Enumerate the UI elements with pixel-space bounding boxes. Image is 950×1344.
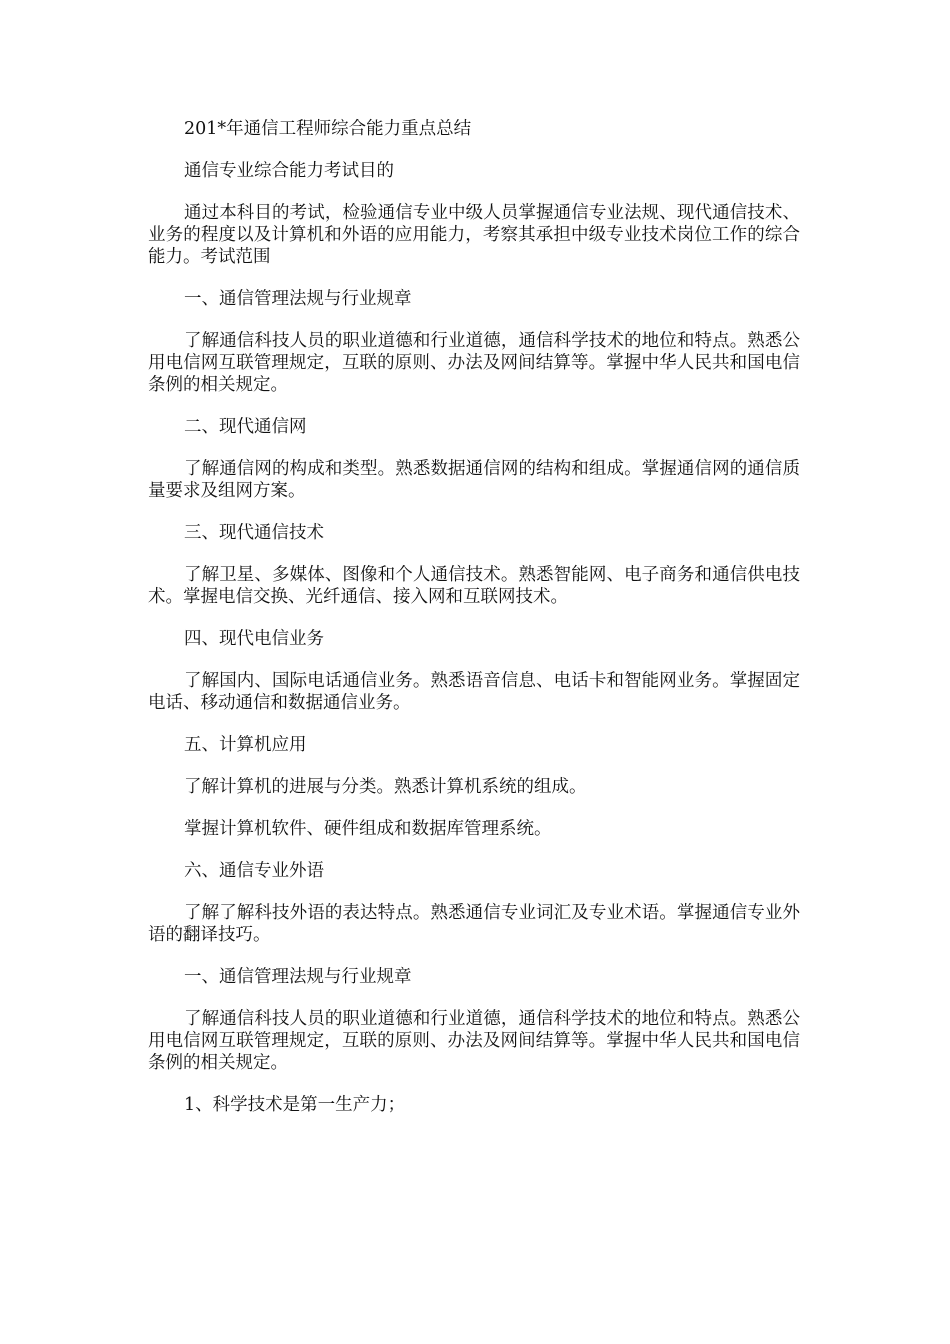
paragraph-modern-technology: 了解卫星、多媒体、图像和个人通信技术。熟悉智能网、电子商务和通信供电技术。掌握电信交换、光纤通信、接入网和互联网技术。: [148, 565, 800, 607]
section-heading-regulations-repeat: 一、通信管理法规与行业规章: [184, 967, 412, 987]
document-page: [148, 118, 800, 1136]
section-heading-modern-technology: 三、现代通信技术: [184, 523, 324, 543]
paragraph-modern-network: 了解通信网的构成和类型。熟悉数据通信网的结构和组成。掌握通信网的通信质量要求及组网方案。: [148, 459, 800, 501]
paragraph-exam-purpose: 通过本科目的考试，检验通信专业中级人员掌握通信专业法规、现代通信技术、业务的程度以及计算机和外语的应用能力，考察其承担中级专业技术岗位工作的综合能力。考试范围: [148, 203, 800, 267]
section-heading-computer-application: 五、计算机应用: [184, 735, 307, 755]
paragraph-computer-application-1: 了解计算机的进展与分类。熟悉计算机系统的组成。: [184, 777, 587, 797]
section-heading-telecom-services: 四、现代电信业务: [184, 629, 324, 649]
list-item-1: 1、科学技术是第一生产力；: [184, 1095, 406, 1115]
section-heading-modern-network: 二、现代通信网: [184, 417, 307, 437]
section-heading-foreign-language: 六、通信专业外语: [184, 861, 324, 881]
paragraph-telecom-services: 了解国内、国际电话通信业务。熟悉语音信息、电话卡和智能网业务。掌握固定电话、移动通信和数据通信业务。: [148, 671, 800, 713]
paragraph-foreign-language: 了解了解科技外语的表达特点。熟悉通信专业词汇及专业术语。掌握通信专业外语的翻译技巧。: [148, 903, 800, 945]
paragraph-regulations: 了解通信科技人员的职业道德和行业道德，通信科学技术的地位和特点。熟悉公用电信网互联管理规定，互联的原则、办法及网间结算等。掌握中华人民共和国电信条例的相关规定。: [148, 331, 800, 395]
paragraph-exam-purpose-heading: 通信专业综合能力考试目的: [184, 161, 394, 181]
section-heading-regulations: 一、通信管理法规与行业规章: [184, 289, 412, 309]
document-title: 201*年通信工程师综合能力重点总结: [184, 119, 472, 139]
paragraph-regulations-repeat: 了解通信科技人员的职业道德和行业道德，通信科学技术的地位和特点。熟悉公用电信网互联管理规定，互联的原则、办法及网间结算等。掌握中华人民共和国电信条例的相关规定。: [148, 1009, 800, 1073]
paragraph-computer-application-2: 掌握计算机软件、硬件组成和数据库管理系统。: [184, 819, 552, 839]
